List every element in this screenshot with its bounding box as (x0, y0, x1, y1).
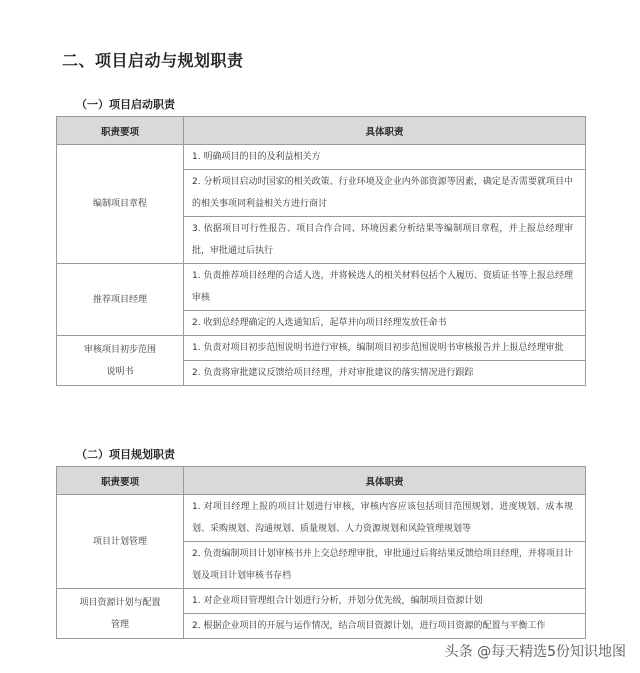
duty-cell: 2. 分析项目启动时国家的相关政策、行业环境及企业内外部资源等因素，确定是否需要就项目中的相关事项同利益相关方进行商讨 (184, 170, 586, 217)
duty-cell: 2. 负责将审批建议反馈给项目经理，并对审批建议的落实情况进行跟踪 (184, 361, 586, 386)
duty-cell: 2. 根据企业项目的开展与运作情况，结合项目资源计划，进行项目资源的配置与平衡工作 (184, 614, 586, 639)
duty-cell: 2. 负责编制项目计划审核书并上交总经理审批，审批通过后将结果反馈给项目经理，并将项目计划及项目计划审核书存档 (184, 542, 586, 589)
table-row (57, 495, 586, 542)
duty-cell: 2. 收到总经理确定的人选通知后，起草并向项目经理发放任命书 (184, 311, 586, 336)
item-cell: 推荐项目经理 (57, 264, 184, 336)
header-item: 职责要项 (57, 467, 184, 495)
table-row (57, 264, 586, 311)
table-header-row (57, 467, 586, 495)
item-cell: 审核项目初步范围说明书 (57, 336, 184, 386)
header-item: 职责要项 (57, 117, 184, 145)
planning-duties-table (56, 466, 586, 639)
duty-cell: 1. 对企业项目管理组合计划进行分析，并划分优先级，编制项目资源计划 (184, 589, 586, 614)
header-duty: 具体职责 (184, 117, 586, 145)
item-cell: 编制项目章程 (57, 145, 184, 264)
main-title: 二、项目启动与规划职责 (62, 51, 244, 70)
header-duty: 具体职责 (184, 467, 586, 495)
table-header-row (57, 117, 586, 145)
item-cell: 项目计划管理 (57, 495, 184, 589)
item-cell: 项目资源计划与配置管理 (57, 589, 184, 639)
section-2-title: （二）项目规划职责 (76, 448, 175, 461)
duty-cell: 3. 依据项目可行性报告、项目合作合同、环境因素分析结果等编制项目章程，并上报总经理审批，审批通过后执行 (184, 217, 586, 264)
duty-cell: 1. 负责推荐项目经理的合适人选，并将候选人的相关材料包括个人履历、资质证书等上报总经理审核 (184, 264, 586, 311)
table-row (57, 145, 586, 170)
table-row (57, 336, 586, 361)
duty-cell: 1. 负责对项目初步范围说明书进行审核，编制项目初步范围说明书审核报告并上报总经理审批 (184, 336, 586, 361)
table-row (57, 589, 586, 614)
watermark: 头条 @每天精选5份知识地图 (444, 644, 626, 660)
duty-cell: 1. 明确项目的目的及利益相关方 (184, 145, 586, 170)
startup-duties-table (56, 116, 586, 386)
duty-cell: 1. 对项目经理上报的项目计划进行审核，审核内容应该包括项目范围规划、进度规划、成本规划、采购规划、沟通规划、质量规划、人力资源规划和风险管理规划等 (184, 495, 586, 542)
section-1-title: （一）项目启动职责 (76, 98, 175, 111)
